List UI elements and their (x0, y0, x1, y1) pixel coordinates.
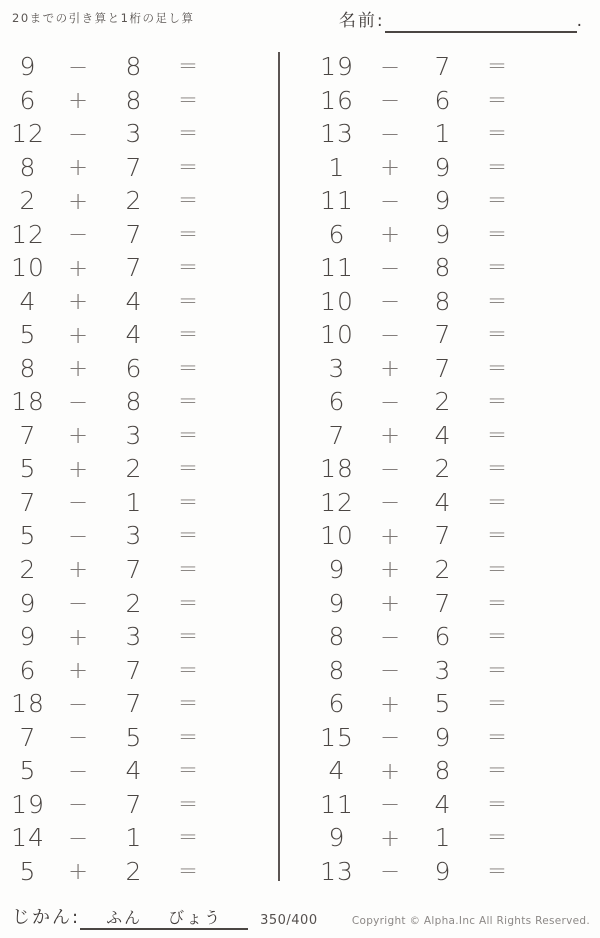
operand-a: 3 (328, 353, 346, 383)
problem-row (0, 754, 278, 788)
operand-b: 3 (125, 420, 143, 450)
operator: − (67, 387, 89, 416)
operand-a: 14 (11, 823, 45, 853)
operand-b: 7 (125, 689, 143, 719)
problem-row (283, 184, 600, 218)
operand-a: 8 (19, 353, 37, 383)
problem-row (283, 50, 600, 84)
operand-b: 7 (125, 655, 143, 685)
problem-row (283, 117, 600, 151)
operator: − (67, 521, 89, 550)
operand-b: 8 (434, 286, 452, 316)
operator: + (379, 521, 401, 550)
operand-a: 9 (328, 588, 346, 618)
equals-sign: = (178, 220, 198, 247)
equals-sign: = (487, 790, 507, 817)
problem-row (283, 854, 600, 888)
equals-sign: = (178, 321, 198, 348)
operand-a: 13 (320, 856, 354, 886)
equals-sign: = (487, 321, 507, 348)
problem-row (0, 318, 278, 352)
operand-b: 6 (434, 622, 452, 652)
equals-sign: = (178, 857, 198, 884)
problem-row (283, 553, 600, 587)
operand-a: 8 (328, 622, 346, 652)
problem-row (283, 586, 600, 620)
operand-a: 4 (328, 756, 346, 786)
problem-row (283, 151, 600, 185)
equals-sign: = (487, 254, 507, 281)
operand-a: 11 (320, 253, 354, 283)
problem-row (0, 117, 278, 151)
problem-row (0, 151, 278, 185)
problem-row (0, 720, 278, 754)
equals-sign: = (178, 656, 198, 683)
operand-b: 8 (125, 387, 143, 417)
problem-row (283, 519, 600, 553)
operand-b: 2 (125, 454, 143, 484)
problem-row (283, 419, 600, 453)
operator: + (379, 354, 401, 383)
operand-a: 8 (19, 152, 37, 182)
operand-a: 12 (11, 219, 45, 249)
operand-b: 7 (125, 789, 143, 819)
name-field-block (339, 6, 582, 33)
equals-sign: = (178, 455, 198, 482)
equals-sign: = (487, 488, 507, 515)
operand-a: 9 (328, 554, 346, 584)
operand-a: 12 (11, 119, 45, 149)
operand-b: 3 (125, 521, 143, 551)
operand-a: 7 (19, 722, 37, 752)
operator: + (67, 622, 89, 651)
equals-sign: = (178, 421, 198, 448)
time-label: じかん: (12, 907, 81, 928)
operand-a: 9 (19, 588, 37, 618)
equals-sign: = (178, 757, 198, 784)
problem-row (283, 687, 600, 721)
problem-row (283, 720, 600, 754)
operator: − (379, 790, 401, 819)
operand-a: 9 (19, 622, 37, 652)
operand-a: 10 (320, 521, 354, 551)
operand-b: 4 (125, 756, 143, 786)
operand-b: 8 (125, 52, 143, 82)
equals-sign: = (178, 287, 198, 314)
column-divider-line (278, 52, 280, 881)
problem-row (283, 352, 600, 386)
operand-b: 2 (125, 856, 143, 886)
problem-row (0, 486, 278, 520)
operator: − (67, 488, 89, 517)
operand-a: 7 (328, 420, 346, 450)
operand-a: 11 (320, 789, 354, 819)
problem-row (283, 620, 600, 654)
operand-b: 7 (125, 152, 143, 182)
operand-b: 2 (125, 186, 143, 216)
operand-a: 19 (320, 52, 354, 82)
equals-sign: = (487, 53, 507, 80)
operand-b: 7 (125, 253, 143, 283)
problem-row (0, 352, 278, 386)
operand-a: 2 (19, 186, 37, 216)
operator: − (379, 186, 401, 215)
operand-b: 8 (125, 85, 143, 115)
name-input-line[interactable] (385, 11, 577, 33)
operand-a: 6 (328, 689, 346, 719)
equals-sign: = (487, 455, 507, 482)
equals-sign: = (487, 187, 507, 214)
operator: − (379, 488, 401, 517)
equals-sign: = (487, 522, 507, 549)
operand-b: 6 (434, 85, 452, 115)
problem-row (0, 787, 278, 821)
operand-b: 7 (434, 521, 452, 551)
operator: − (379, 454, 401, 483)
operand-a: 8 (328, 655, 346, 685)
operand-b: 2 (434, 554, 452, 584)
equals-sign: = (487, 354, 507, 381)
operator: − (379, 656, 401, 685)
operator: + (67, 454, 89, 483)
problem-row (0, 821, 278, 855)
equals-sign: = (178, 790, 198, 817)
problem-row (0, 419, 278, 453)
equals-sign: = (178, 522, 198, 549)
equals-sign: = (487, 388, 507, 415)
operand-a: 18 (11, 387, 45, 417)
problem-sheet (0, 50, 600, 888)
problem-row (283, 251, 600, 285)
operand-b: 9 (434, 186, 452, 216)
operand-a: 6 (19, 85, 37, 115)
equals-sign: = (487, 723, 507, 750)
operand-b: 4 (434, 420, 452, 450)
operator: + (379, 220, 401, 249)
equals-sign: = (487, 824, 507, 851)
problem-row (0, 519, 278, 553)
operator: − (67, 723, 89, 752)
equals-sign: = (178, 153, 198, 180)
problem-row (0, 653, 278, 687)
operand-a: 15 (320, 722, 354, 752)
operator: − (379, 320, 401, 349)
operator: − (67, 119, 89, 148)
operand-b: 5 (434, 689, 452, 719)
operand-b: 7 (434, 353, 452, 383)
operand-b: 8 (434, 253, 452, 283)
seconds-label: びょう (168, 908, 223, 927)
operand-a: 7 (19, 487, 37, 517)
equals-sign: = (178, 120, 198, 147)
equals-sign: = (487, 421, 507, 448)
operator: + (67, 86, 89, 115)
operator: + (379, 589, 401, 617)
equals-sign: = (487, 120, 507, 147)
problem-row (0, 553, 278, 587)
operand-b: 6 (125, 353, 143, 383)
operator: − (67, 220, 89, 249)
equals-sign: = (178, 53, 198, 80)
operand-a: 18 (11, 689, 45, 719)
problem-row (283, 218, 600, 252)
operator: + (67, 421, 89, 450)
equals-sign: = (487, 555, 507, 582)
operand-a: 5 (19, 521, 37, 551)
equals-sign: = (178, 824, 198, 851)
problem-row (283, 285, 600, 319)
name-line-end: . (576, 11, 582, 31)
operand-a: 16 (320, 85, 354, 115)
operator: + (379, 153, 401, 182)
operand-b: 7 (434, 52, 452, 82)
equals-sign: = (178, 388, 198, 415)
operator: + (67, 857, 89, 886)
problem-row (283, 754, 600, 788)
equals-sign: = (487, 623, 507, 650)
operator: + (379, 689, 401, 718)
operator: − (379, 86, 401, 115)
equals-sign: = (487, 690, 507, 717)
operand-a: 11 (320, 186, 354, 216)
equals-sign: = (487, 153, 507, 180)
operand-a: 5 (19, 454, 37, 484)
operator: + (379, 555, 401, 584)
operand-b: 3 (434, 655, 452, 685)
operator: − (67, 589, 89, 617)
operator: + (67, 555, 89, 584)
operand-a: 10 (320, 320, 354, 350)
equals-sign: = (178, 623, 198, 650)
operand-b: 7 (434, 320, 452, 350)
operator: − (379, 287, 401, 316)
operand-a: 13 (320, 119, 354, 149)
operand-b: 2 (434, 454, 452, 484)
worksheet-footer (0, 896, 600, 930)
problem-row (283, 787, 600, 821)
problem-row (0, 84, 278, 118)
operator: + (379, 823, 401, 852)
operator: + (379, 421, 401, 450)
equals-sign: = (487, 857, 507, 884)
operator: − (379, 52, 401, 81)
operand-b: 7 (125, 219, 143, 249)
operator: − (379, 857, 401, 886)
operand-b: 9 (434, 152, 452, 182)
worksheet-title: 20までの引き算と1桁の足し算 (12, 11, 195, 25)
operand-a: 6 (328, 219, 346, 249)
time-input-line[interactable] (80, 904, 248, 930)
operand-b: 9 (434, 856, 452, 886)
operand-b: 1 (434, 823, 452, 853)
problem-row (0, 251, 278, 285)
problem-row (283, 486, 600, 520)
name-label: 名前: (338, 11, 385, 31)
operand-a: 1 (328, 152, 346, 182)
equals-sign: = (487, 656, 507, 683)
operator: − (379, 622, 401, 651)
operand-a: 5 (19, 756, 37, 786)
operand-a: 10 (11, 253, 45, 283)
operator: − (379, 119, 401, 148)
operator: + (67, 153, 89, 182)
equals-sign: = (178, 86, 198, 113)
operand-a: 4 (19, 286, 37, 316)
operand-b: 2 (434, 387, 452, 417)
operator: + (67, 354, 89, 383)
operand-b: 1 (434, 119, 452, 149)
operand-b: 9 (434, 219, 452, 249)
operator: + (67, 186, 89, 215)
problem-row (0, 285, 278, 319)
operand-a: 12 (320, 487, 354, 517)
problem-row (0, 620, 278, 654)
operand-b: 9 (434, 722, 452, 752)
operator: + (379, 756, 401, 785)
operator: + (67, 287, 89, 316)
equals-sign: = (487, 757, 507, 784)
problem-row (0, 854, 278, 888)
operand-b: 4 (125, 320, 143, 350)
equals-sign: = (487, 220, 507, 247)
operator: + (67, 656, 89, 685)
copyright-text: Copyright © Alpha.Inc All Rights Reserved. (351, 915, 590, 927)
operand-a: 6 (328, 387, 346, 417)
operand-b: 4 (434, 789, 452, 819)
operand-b: 4 (434, 487, 452, 517)
problem-row (0, 687, 278, 721)
operator: + (67, 320, 89, 349)
operand-b: 4 (125, 286, 143, 316)
problem-row (0, 218, 278, 252)
problem-column-left (0, 50, 278, 888)
operator: − (67, 756, 89, 785)
page-number: 350/400 (260, 913, 318, 928)
operand-b: 3 (125, 119, 143, 149)
operand-b: 5 (125, 722, 143, 752)
operand-a: 6 (19, 655, 37, 685)
operand-b: 7 (125, 554, 143, 584)
problem-row (283, 385, 600, 419)
operand-a: 2 (19, 554, 37, 584)
operator: − (67, 689, 89, 718)
operand-a: 9 (328, 823, 346, 853)
equals-sign: = (178, 488, 198, 515)
problem-row (0, 452, 278, 486)
problem-row (283, 821, 600, 855)
equals-sign: = (178, 690, 198, 717)
problem-row (0, 385, 278, 419)
operator: + (67, 253, 89, 282)
minutes-label: ふん (106, 908, 143, 927)
operand-b: 8 (434, 756, 452, 786)
equals-sign: = (487, 287, 507, 314)
equals-sign: = (487, 86, 507, 113)
equals-sign: = (487, 589, 507, 616)
operand-b: 2 (125, 588, 143, 618)
operand-b: 1 (125, 487, 143, 517)
equals-sign: = (178, 354, 198, 381)
operand-a: 19 (11, 789, 45, 819)
problem-row (0, 184, 278, 218)
problem-row (0, 586, 278, 620)
operator: − (379, 253, 401, 282)
operand-a: 5 (19, 320, 37, 350)
problem-row (283, 318, 600, 352)
worksheet-header (0, 0, 600, 46)
operator: − (379, 387, 401, 416)
operator: − (67, 823, 89, 852)
operand-a: 5 (19, 856, 37, 886)
operator: − (379, 723, 401, 752)
equals-sign: = (178, 555, 198, 582)
equals-sign: = (178, 187, 198, 214)
operand-a: 9 (19, 52, 37, 82)
equals-sign: = (178, 589, 198, 616)
problem-row (0, 50, 278, 84)
problem-row (283, 84, 600, 118)
operand-b: 1 (125, 823, 143, 853)
problem-column-right (283, 50, 600, 888)
operand-b: 3 (125, 622, 143, 652)
problem-row (283, 452, 600, 486)
operator: − (67, 790, 89, 819)
operand-b: 7 (434, 588, 452, 618)
operand-a: 7 (19, 420, 37, 450)
operator: − (67, 52, 89, 81)
problem-row (283, 653, 600, 687)
operand-a: 10 (320, 286, 354, 316)
operand-a: 18 (320, 454, 354, 484)
equals-sign: = (178, 723, 198, 750)
equals-sign: = (178, 254, 198, 281)
